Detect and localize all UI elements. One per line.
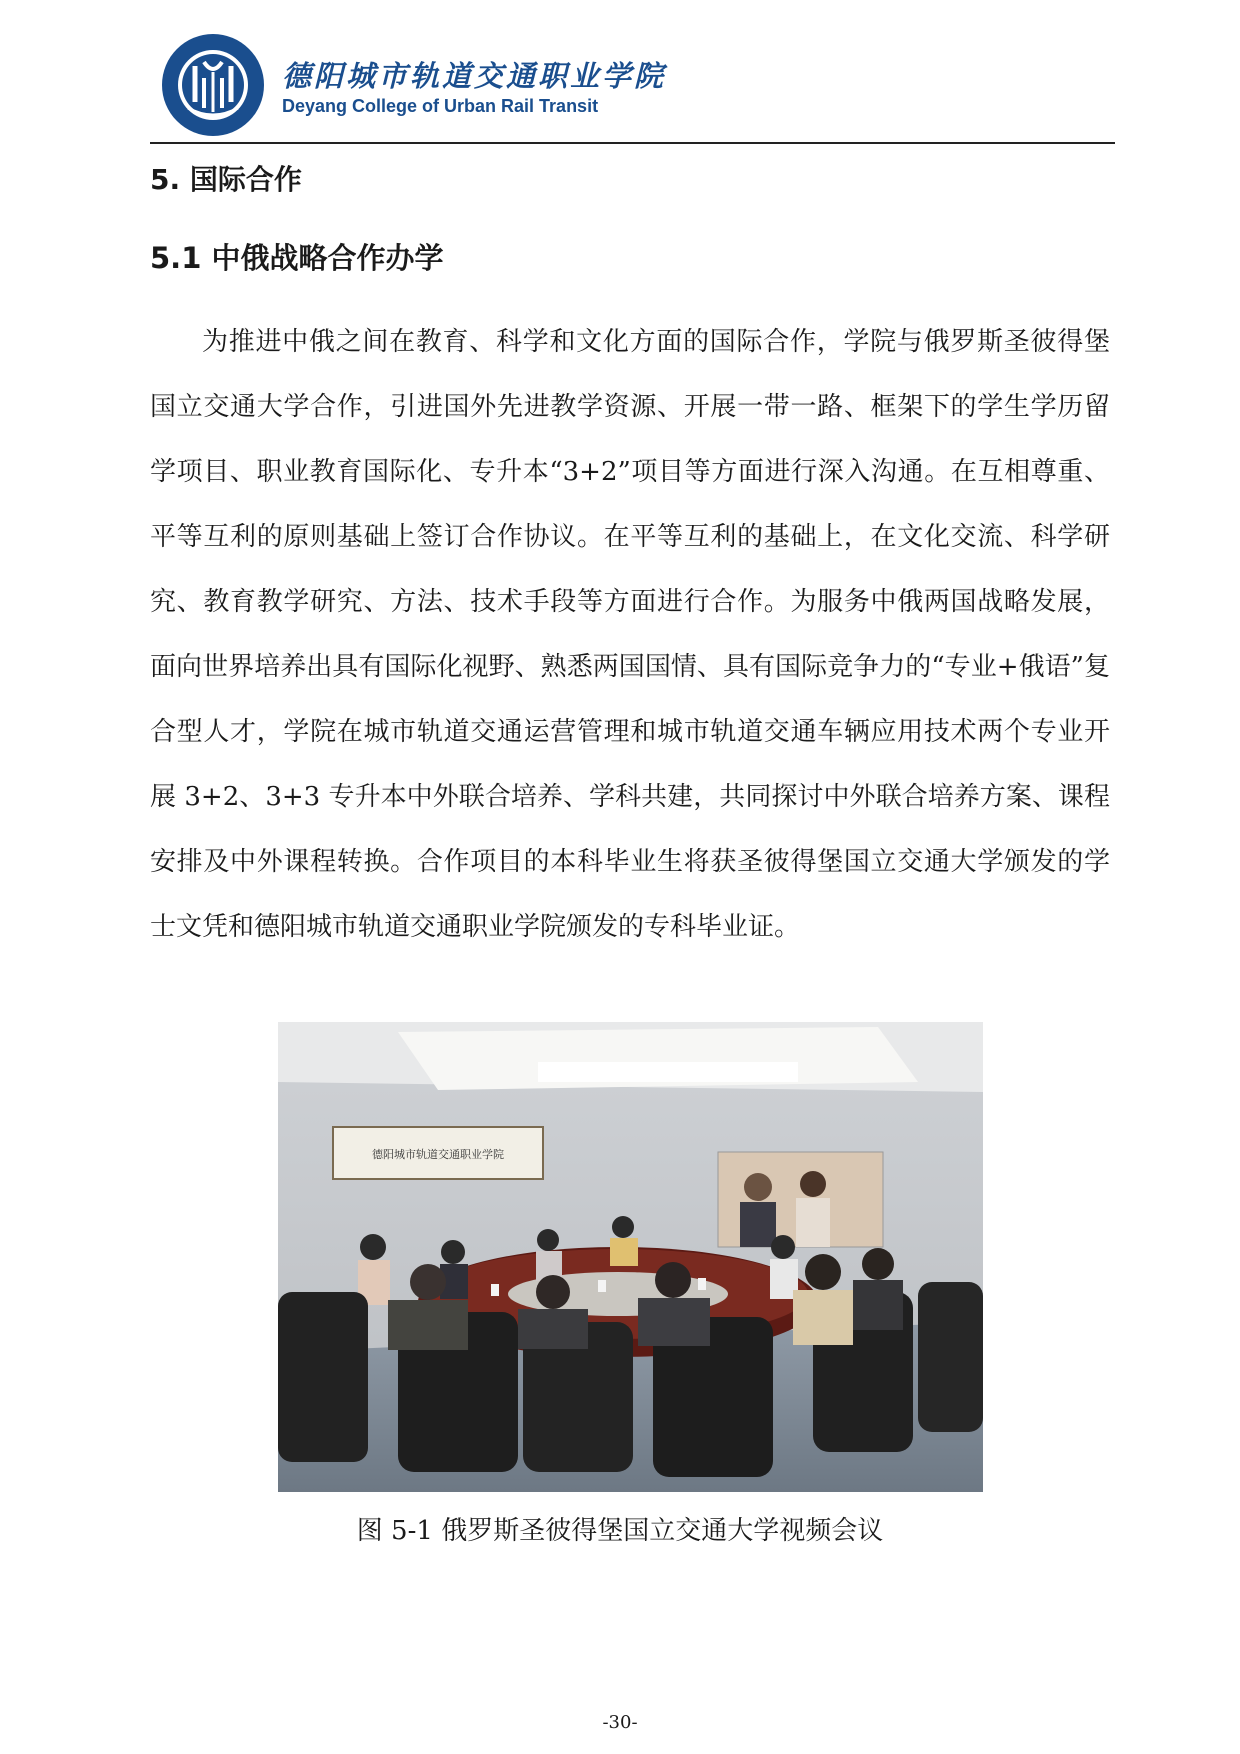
page-header [160,32,1120,144]
video-conference-photo [278,1022,983,1492]
header-divider [150,142,1115,144]
body-paragraph: 为推进中俄之间在教育、科学和文化方面的国际合作，学院与俄罗斯圣彼得堡国立交通大学合作，引进国外先进教学资源、开展一带一路、框架下的学生学历留学项目、职业教育国际化、专升本“3+2”项目等方面进行深入沟通。在互相尊重、平等互利的原则基础上签订合作协议。在平等互利的基础上，在文化交流、科学研究、教育教学研究、方法、技术手段等方面进行合作。为服务中俄两国战略发展，面向世界培养出具有国际化视野、熟悉两国国情、具有国际竞争力的“专业+俄语”复合型人才，学院在城市轨道交通运营管理和城市轨道交通车辆应用技术两个专业开展 3+2、3+3 专升本中外联合培养、学科共建，共同探讨中外联合培养方案、课程安排及中外课程转换。合作项目的本科毕业生将获圣彼得堡国立交通大学颁发的学士文凭和德阳城市轨道交通职业学院颁发的专科毕业证。 [150,327,1110,942]
subsection-title: 5.1 中俄战略合作办学 [150,241,444,275]
school-name-chinese: 德阳城市轨道交通职业学院 [282,59,667,93]
page-number: -30- [602,1712,638,1733]
school-name-english: Deyang College of Urban Rail Transit [282,96,599,116]
figure-caption: 图 5-1 俄罗斯圣彼得堡国立交通大学视频会议 [356,1516,884,1546]
section-title: 5. 国际合作 [150,163,302,196]
calligraphy-text: 德阳城市轨道交通职业学院 [372,1148,504,1161]
college-logo-icon [160,32,266,138]
